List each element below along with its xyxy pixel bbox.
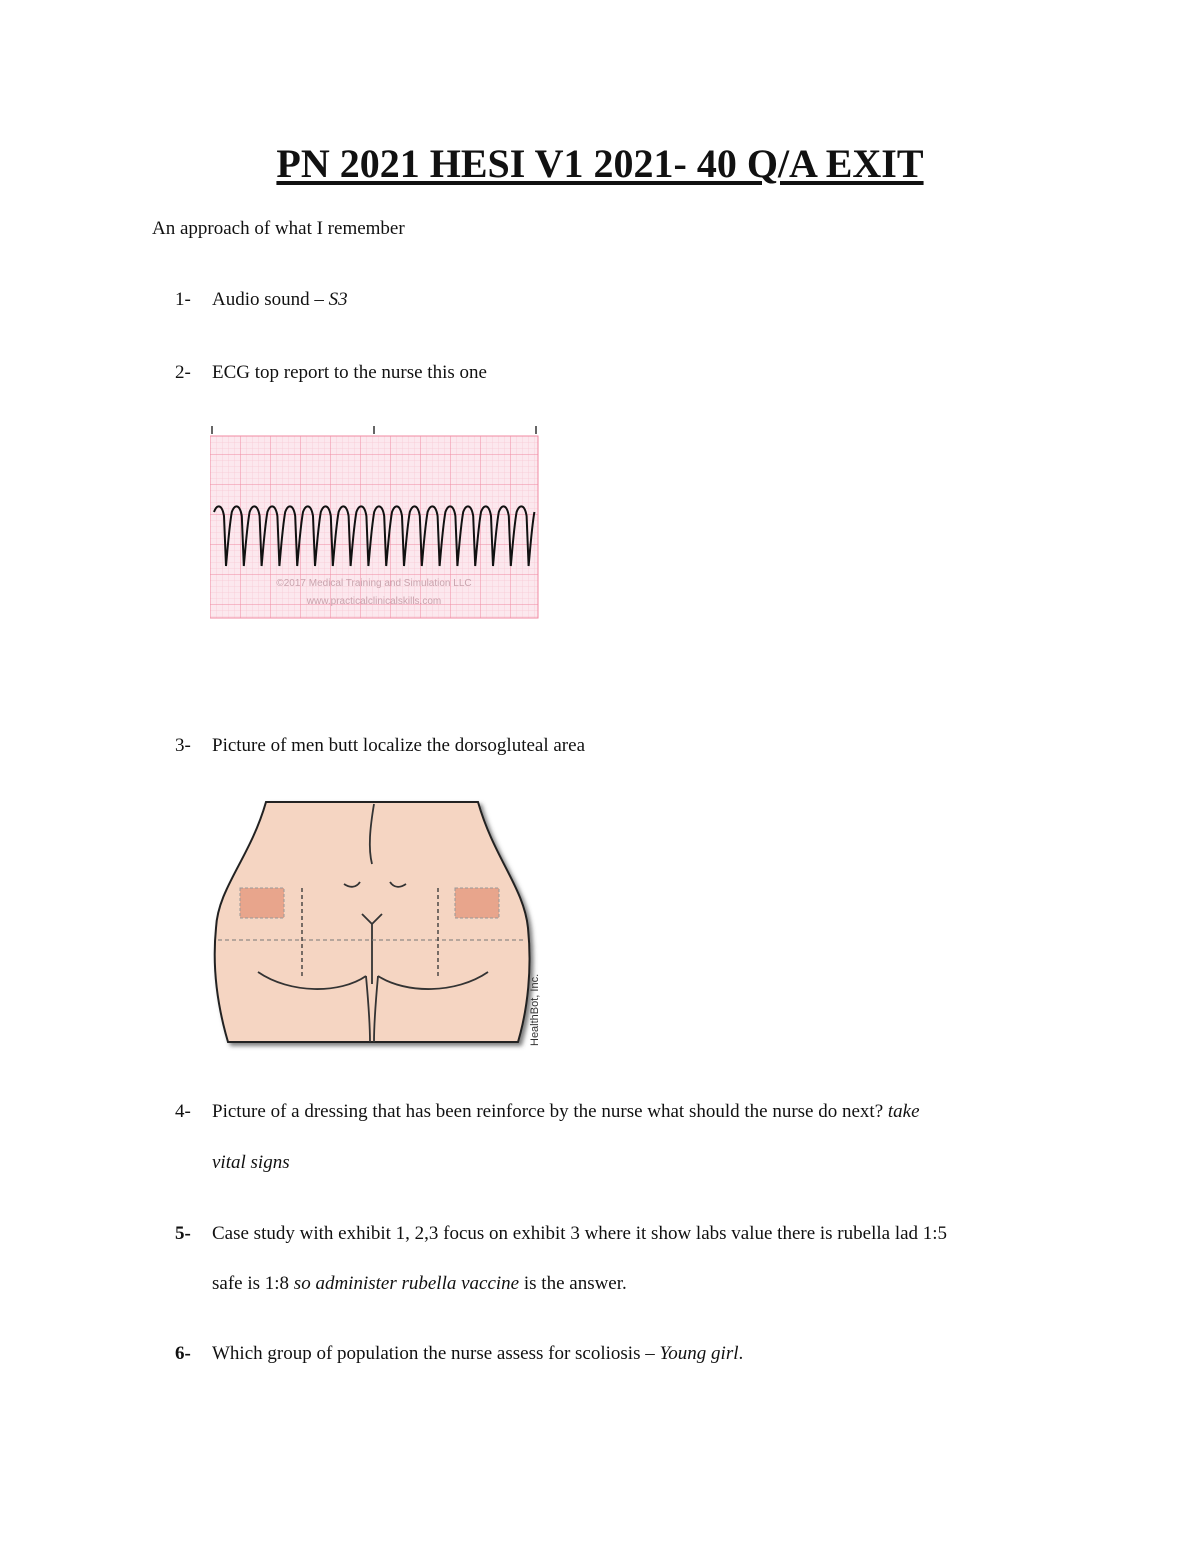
ecg-watermark: ©2017 Medical Training and Simulation LLC	[276, 578, 472, 589]
ecg-watermark-url: www.practicalclinicalskills.com	[306, 596, 442, 607]
buttocks-silhouette	[215, 802, 530, 1042]
item-answer: take	[887, 1101, 920, 1122]
item-number: 5-	[175, 1223, 191, 1244]
injection-site-left	[240, 888, 284, 918]
item-text: Picture of men butt localize the dorsogluteal area	[212, 735, 585, 756]
image-credit: HealthBot, Inc.	[529, 973, 541, 1046]
item-answer-continued: vital signs	[212, 1152, 290, 1173]
item-text: Picture of a dressing that has been reinforce by the nurse what should the nurse do next?	[212, 1101, 888, 1122]
item-text-end: .	[738, 1343, 744, 1364]
item-text: Case study with exhibit 1, 2,3 focus on exhibit 3 where it show labs value there is rubella lad 1:5	[212, 1223, 948, 1244]
item-answer: Young girl	[659, 1343, 739, 1364]
item-answer: S3	[328, 289, 348, 310]
item-number: 6-	[175, 1343, 191, 1364]
item-number: 2-	[175, 362, 191, 383]
intro-text: An approach of what I remember	[152, 218, 405, 239]
page-title: PN 2021 HESI V1 2021- 40 Q/A EXIT	[276, 141, 924, 186]
item-number: 1-	[175, 289, 191, 310]
item-text: Which group of population the nurse assess for scoliosis –	[212, 1343, 660, 1364]
item-text-continued: safe is 1:8	[212, 1273, 294, 1294]
item-text-end: is the answer.	[519, 1273, 627, 1294]
injection-site-right	[455, 888, 499, 918]
item-text: Audio sound –	[212, 289, 329, 310]
item-number: 3-	[175, 735, 191, 756]
item-text: ECG top report to the nurse this one	[212, 362, 487, 383]
item-number: 4-	[175, 1101, 191, 1122]
item-answer: so administer rubella vaccine	[293, 1273, 520, 1294]
dorsogluteal-area-image	[210, 798, 546, 1052]
ecg-strip-image	[210, 424, 540, 620]
